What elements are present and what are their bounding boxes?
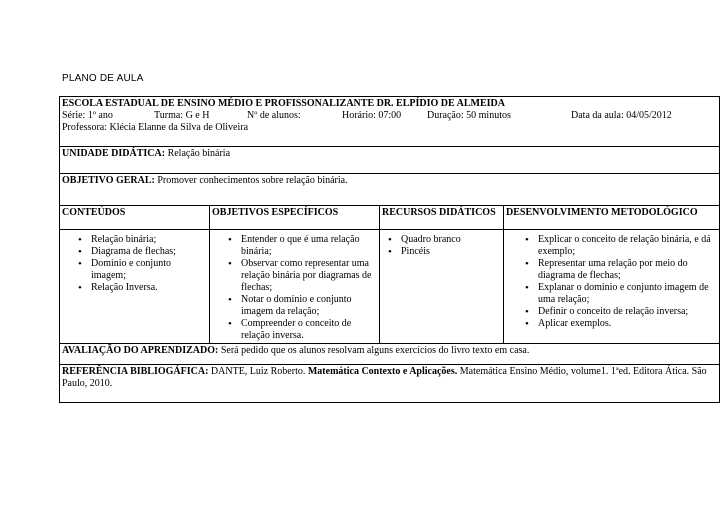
list-item: • Pincéis xyxy=(401,246,501,258)
list-item: • Entender o que é uma relação binária; xyxy=(241,234,377,258)
list-item: • Relação Inversa. xyxy=(91,282,207,294)
list-item: • Diagrama de flechas; xyxy=(91,246,207,258)
objetivos-header: OBJETIVOS ESPECÍFICOS xyxy=(210,206,380,230)
page-title: PLANO DE AULA xyxy=(62,73,144,84)
objetivos-cell xyxy=(210,230,380,344)
data-field: Data da aula: 04/05/2012 xyxy=(571,110,672,121)
avaliacao-cell xyxy=(60,344,720,365)
desenvolvimento-header: DESENVOLVIMENTO METODOLÓGICO xyxy=(504,206,720,230)
turma-field: Turma: G e H xyxy=(154,110,210,121)
list-item: • Domínio e conjunto imagem; xyxy=(91,258,207,282)
recursos-header: RECURSOS DIDÁTICOS xyxy=(380,206,504,230)
referencia-rest: Matemática Ensino Médio, volume1. 1ªed. Editora Ática. São Paulo, 2010. xyxy=(62,366,707,389)
list-item: • Aplicar exemplos. xyxy=(538,318,717,330)
referencia-author: DANTE, Luiz Roberto. xyxy=(210,366,306,377)
lesson-plan-table xyxy=(59,96,720,403)
referencia-cell xyxy=(60,365,720,403)
referencia-book: Matemática Contexto e Aplicações. xyxy=(307,366,458,377)
avaliacao-label: AVALIAÇÃO DO APRENDIZADO: xyxy=(62,345,219,356)
unidade-cell xyxy=(60,147,720,174)
objetivo-geral-label: OBJETIVO GERAL: xyxy=(62,175,155,186)
professora-field: Professora: Klécia Elanne da Silva de Oliveira xyxy=(62,122,249,133)
list-item: • Relação binária; xyxy=(91,234,207,246)
conteudos-cell xyxy=(60,230,210,344)
list-item: • Notar o domínio e conjunto imagem da relação; xyxy=(241,294,377,318)
duracao-field: Duração: 50 minutos xyxy=(427,110,511,121)
list-item: • Quadro branco xyxy=(401,234,501,246)
list-item: • Observar como representar uma relação binária por diagramas de flechas; xyxy=(241,258,377,294)
unidade-value: Relação binária xyxy=(167,148,231,159)
recursos-cell xyxy=(380,230,504,344)
header-cell xyxy=(60,97,720,147)
serie-field: Série: 1º ano xyxy=(62,110,113,121)
header-row xyxy=(60,97,720,147)
list-item: • Compreender o conceito de relação inversa. xyxy=(241,318,377,342)
columns-header-row xyxy=(60,206,720,230)
horario-field: Horário: 07:00 xyxy=(342,110,402,121)
conteudos-header: CONTEÚDOS xyxy=(60,206,210,230)
list-item: • Explicar o conceito de relação binária, e dá exemplo; xyxy=(538,234,717,258)
list-item: • Definir o conceito de relação inversa; xyxy=(538,306,717,318)
objetivo-geral-value: Promover conhecimentos sobre relação binária. xyxy=(157,175,348,186)
alunos-field: Nº de alunos: xyxy=(247,110,301,121)
class-info-line xyxy=(62,110,717,122)
referencia-label: REFERÊNCIA BIBLIOGÁFICA: xyxy=(62,366,209,377)
objetivo-geral-row xyxy=(60,174,720,206)
list-item: • Representar uma relação por meio do diagrama de flechas; xyxy=(538,258,717,282)
objetivo-geral-cell xyxy=(60,174,720,206)
avaliacao-row xyxy=(60,344,720,365)
avaliacao-value: Será pedido que os alunos resolvam alguns exercícios do livro texto em casa. xyxy=(220,345,530,356)
content-row xyxy=(60,230,720,344)
school-name: ESCOLA ESTADUAL DE ENSINO MÉDIO E PROFISSONALIZANTE DR. ELPÍDIO DE ALMEIDA xyxy=(62,98,505,109)
desenvolvimento-cell xyxy=(504,230,720,344)
referencia-row xyxy=(60,365,720,403)
unidade-row xyxy=(60,147,720,174)
unidade-label: UNIDADE DIDÁTICA: xyxy=(62,148,166,159)
list-item: • Explanar o domínio e conjunto imagem de uma relação; xyxy=(538,282,717,306)
